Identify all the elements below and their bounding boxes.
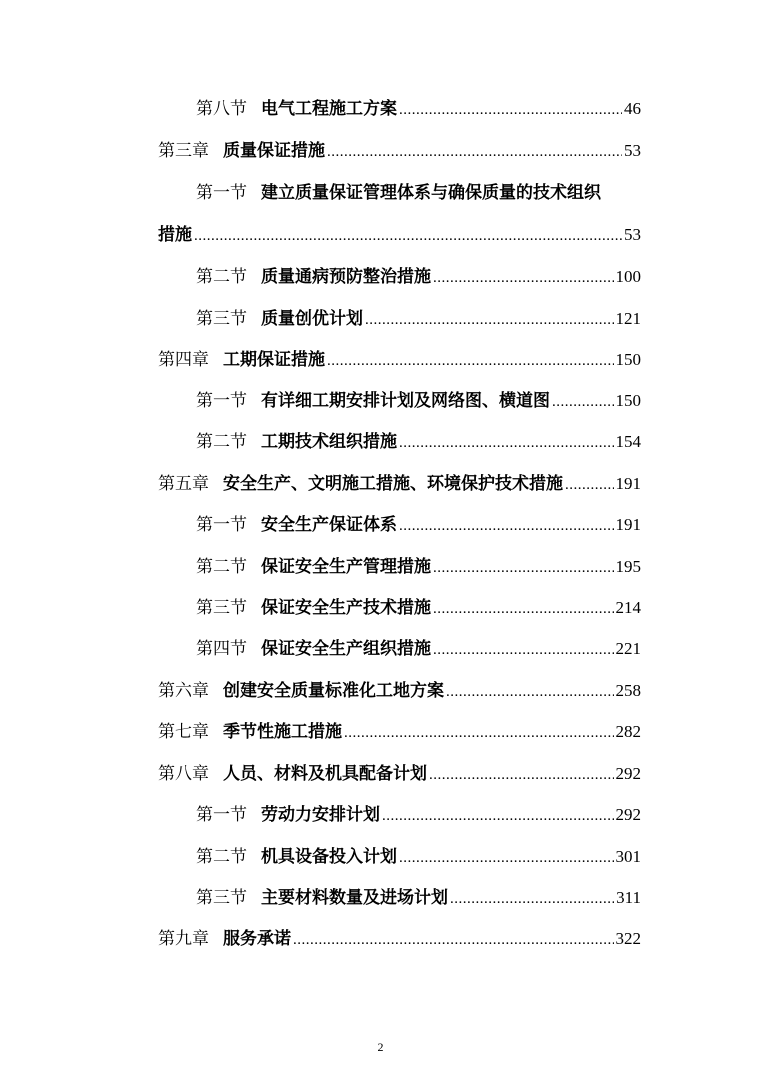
- toc-entry-page: 150: [615, 391, 641, 410]
- toc-entry-page: 150: [615, 350, 641, 369]
- toc-entry[interactable]: [196, 390, 641, 412]
- toc-entry-number: 第九章: [158, 929, 209, 949]
- toc-entry[interactable]: [158, 763, 641, 785]
- toc-leader-dots: [194, 225, 622, 247]
- toc-entry-number: 第四节: [196, 639, 247, 659]
- toc-entry-page: 191: [615, 515, 641, 534]
- toc-entry-page: 292: [615, 764, 641, 783]
- toc-entry-title: 服务承诺: [223, 929, 291, 949]
- toc-entry-number: 第三节: [196, 598, 247, 618]
- toc-entry-page: 214: [615, 598, 641, 617]
- toc-entry-title: 人员、材料及机具配备计划: [223, 764, 427, 784]
- toc-entry-page: 292: [615, 805, 641, 824]
- toc-entry-title: 机具设备投入计划: [261, 847, 397, 867]
- toc-entry[interactable]: [158, 473, 641, 495]
- toc-entry[interactable]: [196, 597, 641, 619]
- toc-entry-page: 311: [616, 888, 641, 907]
- toc-entry[interactable]: [196, 514, 641, 536]
- toc-entry[interactable]: [196, 887, 641, 909]
- toc-entry-number: 第一节: [196, 391, 247, 411]
- toc-entry-number: 第四章: [158, 350, 209, 370]
- toc-leader-dots: [327, 350, 614, 372]
- toc-entry-number: 第二节: [196, 432, 247, 452]
- toc-entry-page: 301: [615, 847, 641, 866]
- toc-leader-dots: [429, 764, 614, 786]
- toc-entry-title: 保证安全生产技术措施: [261, 598, 431, 618]
- toc-leader-dots: [399, 847, 614, 869]
- toc-entry-page: 221: [615, 639, 641, 658]
- toc-entry-title: 创建安全质量标准化工地方案: [223, 681, 444, 701]
- toc-leader-dots: [433, 598, 614, 620]
- toc-leader-dots: [365, 309, 614, 331]
- toc-leader-dots: [293, 929, 614, 951]
- toc-entry-title: 季节性施工措施: [223, 722, 342, 742]
- toc-entry-title: 工期技术组织措施: [261, 432, 397, 452]
- toc-entry-title: 保证安全生产管理措施: [261, 557, 431, 577]
- toc-entry-number: 第一节: [196, 805, 247, 825]
- toc-entry-number: 第一节: [196, 183, 247, 203]
- toc-entry-page: 154: [615, 432, 641, 451]
- toc-entry[interactable]: [196, 308, 641, 330]
- toc-leader-dots: [399, 432, 614, 454]
- toc-entry-number: 第八章: [158, 764, 209, 784]
- toc-leader-dots: [327, 141, 622, 163]
- page-number: 2: [377, 1040, 384, 1054]
- toc-entry-title: 有详细工期安排计划及网络图、横道图: [261, 391, 550, 411]
- toc-leader-dots: [433, 639, 614, 661]
- toc-entry-number: 第六章: [158, 681, 209, 701]
- toc-entry-number: 第七章: [158, 722, 209, 742]
- toc-entry[interactable]: [196, 182, 641, 204]
- toc-leader-dots: [433, 557, 614, 579]
- toc-entry-title: 电气工程施工方案: [261, 99, 397, 119]
- toc-entry[interactable]: [158, 721, 641, 743]
- toc-leader-dots: [399, 99, 622, 121]
- toc-entry-title: 劳动力安排计划: [261, 805, 380, 825]
- toc-leader-dots: [446, 681, 614, 703]
- toc-entry-number: 第五章: [158, 474, 209, 494]
- toc-leader-dots: [399, 515, 614, 537]
- toc-entry-page: 282: [615, 722, 641, 741]
- toc-entry[interactable]: [196, 431, 641, 453]
- toc-entry-title-continued: 措施: [158, 225, 192, 245]
- toc-entry-number: 第二节: [196, 557, 247, 577]
- toc-entry[interactable]: [196, 556, 641, 578]
- toc-leader-dots: [565, 474, 614, 496]
- toc-entry-number: 第一节: [196, 515, 247, 535]
- toc-entry-title: 保证安全生产组织措施: [261, 639, 431, 659]
- toc-entry-page: 322: [615, 929, 641, 948]
- toc-entry[interactable]: [158, 140, 641, 162]
- toc-entry[interactable]: [196, 266, 641, 288]
- toc-leader-dots: [450, 888, 614, 910]
- toc-entry-title: 安全生产、文明施工措施、环境保护技术措施: [223, 474, 563, 494]
- toc-entry[interactable]: [196, 98, 641, 120]
- toc-entry[interactable]: [158, 680, 641, 702]
- toc-leader-dots: [433, 267, 614, 289]
- toc-leader-dots: [382, 805, 614, 827]
- toc-entry-page: 53: [624, 225, 641, 244]
- toc-entry-continuation[interactable]: [158, 224, 641, 246]
- toc-entry-page: 46: [624, 99, 641, 118]
- toc-entry-page: 191: [615, 474, 641, 493]
- toc-entry[interactable]: [158, 928, 641, 950]
- toc-entry-page: 258: [615, 681, 641, 700]
- toc-entry-title: 质量创优计划: [261, 309, 363, 329]
- toc-entry-title: 主要材料数量及进场计划: [261, 888, 448, 908]
- toc-entry-page: 121: [615, 309, 641, 328]
- toc-entry-page: 53: [624, 141, 641, 160]
- toc-entry-number: 第二节: [196, 267, 247, 287]
- toc-entry-number: 第三节: [196, 309, 247, 329]
- toc-leader-dots: [552, 391, 614, 413]
- toc-entry[interactable]: [196, 804, 641, 826]
- toc-entry-title: 质量保证措施: [223, 141, 325, 161]
- toc-entry[interactable]: [196, 846, 641, 868]
- toc-entry-number: 第二节: [196, 847, 247, 867]
- toc-entry-title: 建立质量保证管理体系与确保质量的技术组织: [261, 183, 601, 203]
- toc-entry-page: 195: [615, 557, 641, 576]
- toc-leader-dots: [344, 722, 614, 744]
- toc-entry-number: 第八节: [196, 99, 247, 119]
- toc-entry-number: 第三节: [196, 888, 247, 908]
- toc-entry-number: 第三章: [158, 141, 209, 161]
- toc-entry-title: 工期保证措施: [223, 350, 325, 370]
- toc-entry-title: 质量通病预防整治措施: [261, 267, 431, 287]
- toc-entry[interactable]: [196, 638, 641, 660]
- toc-entry-page: 100: [615, 267, 641, 286]
- toc-entry-title: 安全生产保证体系: [261, 515, 397, 535]
- toc-entry[interactable]: [158, 349, 641, 371]
